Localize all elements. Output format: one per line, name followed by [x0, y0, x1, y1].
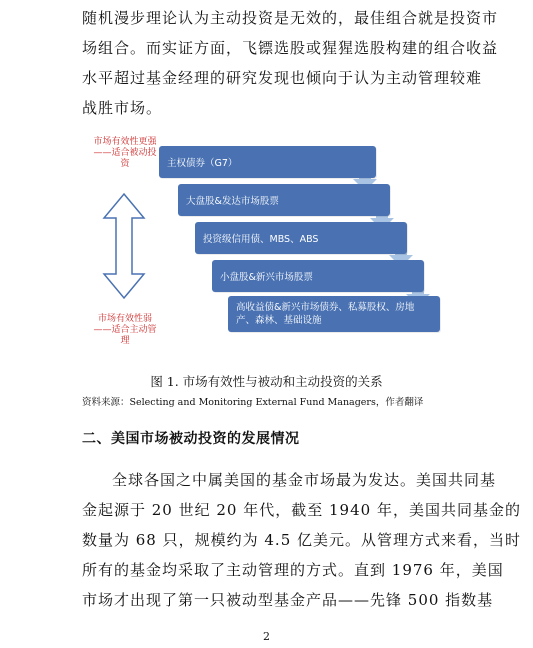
paragraph-line: 金起源于 20 世纪 20 年代，截至 1940 年，美国共同基金的 — [82, 501, 521, 519]
paragraph-line: 场组合。而实证方面，飞镖选股或猩猩选股构建的组合收益 — [82, 39, 499, 57]
step-box-large-cap — [178, 184, 390, 216]
step-label: 主权债券（G7） — [167, 158, 238, 169]
step-box-sovereign-bonds — [159, 146, 376, 178]
step-label: 高收益债&新兴市场债券、私募股权、房地产、森林、基础设施 — [236, 302, 415, 326]
paragraph-line: 随机漫步理论认为主动投资是无效的，最佳组合就是投资市 — [82, 9, 499, 27]
figure-caption: 图 1. 市场有效性与被动和主动投资的关系 — [150, 374, 383, 389]
step-label: 小盘股&新兴市场股票 — [220, 272, 313, 283]
body-paragraph — [82, 465, 522, 615]
paragraph-line: 战胜市场。 — [82, 99, 163, 117]
step-box-small-cap — [212, 260, 424, 292]
paragraph-line: 水平超过基金经理的研究发现也倾向于认为主动管理较难 — [82, 69, 483, 87]
step-box-high-yield — [228, 296, 440, 332]
paragraph-line: 数量为 68 只，规模约为 4.5 亿美元。从管理方式来看，当时 — [82, 531, 522, 549]
step-box-investment-grade — [195, 222, 407, 254]
bottom-note: 市场有效性弱——适合主动管理 — [93, 314, 157, 346]
top-note: 市场有效性更强——适合被动投资 — [93, 137, 157, 169]
paragraph-line: 市场才出现了第一只被动型基金产品——先锋 500 指数基 — [82, 591, 494, 609]
page-number: 2 — [263, 630, 270, 643]
paragraph-line: 所有的基金均采取了主动管理的方式。直到 1976 年，美国 — [82, 561, 504, 579]
paragraph-line: 全球各国之中属美国的基金市场最为发达。美国共同基 — [112, 471, 497, 489]
section-heading: 二、美国市场被动投资的发展情况 — [82, 431, 300, 447]
double-arrow-icon — [100, 192, 148, 300]
step-label: 大盘股&发达市场股票 — [186, 196, 279, 207]
step-label: 投资级信用债、MBS、ABS — [203, 234, 319, 245]
figure-source: 资料来源：Selecting and Monitoring External Fund Managers，作者翻译 — [82, 397, 424, 408]
